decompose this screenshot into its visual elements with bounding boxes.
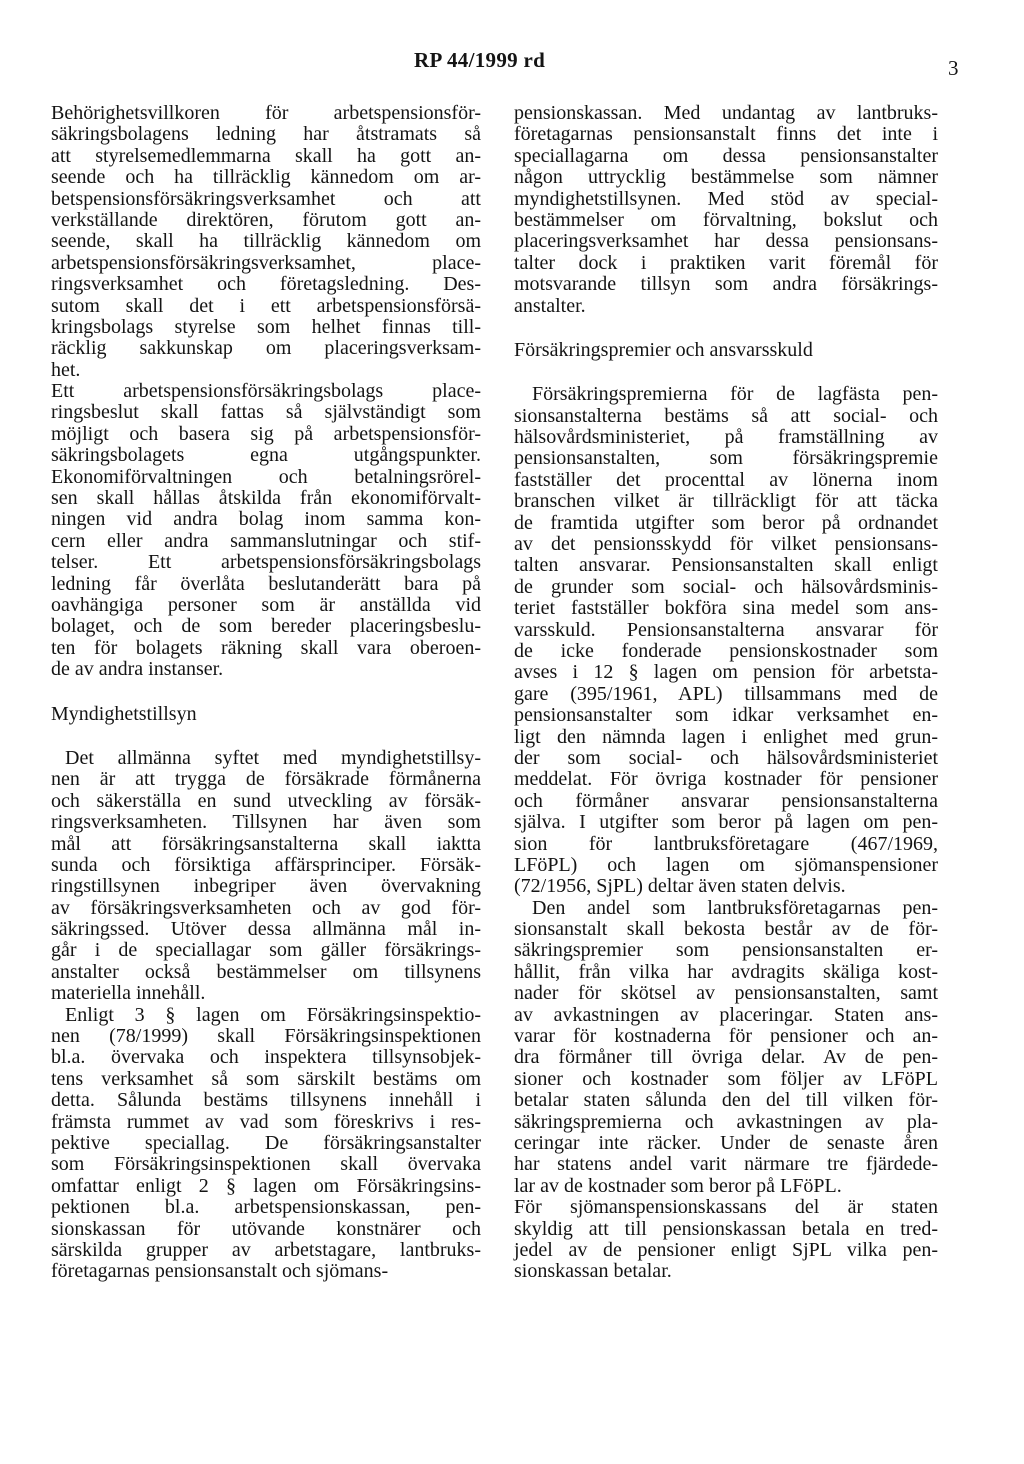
text-line: gare (395/1961, APL) tillsammans med de [514, 682, 938, 705]
text-line: av försäkringsverksamheten och av god för- [51, 896, 481, 919]
text-line: bl.a. övervaka och inspektera tillsynsobjek- [51, 1046, 481, 1069]
text-line: ningen vid andra bolag inom samma kon- [51, 508, 481, 531]
text-line: seende, skall ha tillräcklig kännedom om [51, 230, 481, 253]
text-line: sunda och försiktiga affärsprinciper. Försäk- [51, 853, 481, 876]
text-line: cern eller andra sammanslutningar och stif- [51, 529, 481, 552]
text-line: Ekonomiförvaltningen och betalningsrörel- [51, 465, 481, 488]
text-line: Det allmänna syftet med myndighetstillsy- [65, 746, 481, 769]
text-line: ringsverksamhet och företagsledning. Des- [51, 273, 481, 296]
text-line: de av andra instanser. [51, 658, 224, 681]
text-line: betspensionsförsäkringsverksamhet och att [51, 187, 481, 210]
text-line: varsskuld. Pensionsanstalterna ansvarar för [514, 618, 938, 641]
text-line: säkringspremierna och avkastningen av pla- [514, 1110, 938, 1133]
text-line: dra förmåner till övriga delar. Av de pen- [514, 1046, 938, 1069]
text-line: telser. Ett arbetspensionsförsäkringsbolags [51, 551, 481, 574]
text-line: pektionen bl.a. arbetspensionskassan, pen- [51, 1196, 481, 1219]
text-line: säkringspremier som pensionsanstalten er- [514, 939, 938, 962]
text-line: branschen vilket är tillräckligt för att täcka [514, 490, 938, 513]
text-line: att styrelsemedlemmarna skall ha gott an- [51, 144, 481, 167]
text-line: ringstillsynen inbegriper även övervakning [51, 875, 481, 898]
text-line: Ett arbetspensionsförsäkringsbolags place- [51, 380, 481, 403]
page-number: 3 [948, 56, 959, 80]
text-line: LFöPL) och lagen om sjömanspensioner [514, 853, 938, 876]
text-line: har statens andel varit närmare tre fjärdede- [514, 1153, 938, 1176]
section-heading-premiums: Försäkringspremier och ansvarsskuld [514, 338, 813, 361]
text-line: omfattar enligt 2 § lagen om Försäkringsins- [51, 1174, 481, 1197]
text-line: fastställer det procenttal av lönerna inom [514, 468, 938, 491]
text-line: meddelat. För övriga kostnader för pensioner [514, 768, 938, 791]
text-line: sionskassan för utövande konstnärer och [51, 1217, 481, 1240]
text-line: arbetspensionsförsäkringsverksamhet, place- [51, 251, 481, 274]
text-line: främsta rummet av vad som föreskrivs i res- [51, 1110, 481, 1133]
text-line: sionskassan betalar. [514, 1260, 672, 1283]
text-line: För sjömanspensionskassans del är staten [514, 1196, 938, 1219]
text-line: (72/1956, SjPL) deltar även staten delvis. [514, 875, 846, 898]
text-line: der som social- och hälsovårdsministeriet [514, 746, 938, 769]
text-line: säkringssed. Utöver dessa allmänna mål in- [51, 918, 481, 941]
text-line: lar av de kostnader som beror på LFöPL. [514, 1174, 842, 1197]
paragraph-supervision-purpose [51, 748, 481, 1005]
text-line: hälsovårdsministeriet, på framställning av [514, 426, 938, 449]
text-line: ledning får överlåta beslutanderätt bara på [51, 572, 481, 595]
text-line: själva. I utgifter som beror på lagen om pen- [514, 811, 938, 834]
text-line: sutom skall det i ett arbetspensionsförsä- [51, 294, 481, 317]
text-line: betalar staten sålunda den del till vilken för- [514, 1089, 938, 1112]
text-line: pensionsanstalten, som försäkringspremie [514, 447, 938, 470]
text-line: seende och ha tillräcklig kännedom om ar- [51, 166, 481, 189]
text-line: nader för skötsel av pensionsanstalten, samt [514, 982, 938, 1005]
text-line: av det pensionsskydd för vilket pensionsans- [514, 533, 938, 556]
section-heading-myndighetstillsyn: Myndighetstillsyn [51, 702, 197, 725]
text-line: speciallagarna om dessa pensionsanstalter [514, 144, 938, 167]
paragraph-investment-decisions [51, 381, 481, 680]
text-line: ten för bolagets räkning skall vara oberoen- [51, 636, 481, 659]
text-line: het. [51, 358, 81, 381]
text-line: pektive speciallag. De försäkringsanstalter [51, 1131, 481, 1154]
text-line: nen är att trygga de försäkrade förmånerna [51, 768, 481, 791]
text-line: de icke fonderade pensionskostnader som [514, 639, 938, 662]
text-line: ceringar inte räcker. Under de senaste åren [514, 1131, 938, 1154]
text-line: räcklig sakkunskap om placeringsverksam- [51, 337, 481, 360]
text-line: sionsanstalterna bestäms så att social- och [514, 404, 938, 427]
text-line: säkringsbolagets egna utgångspunkter. [51, 444, 481, 467]
text-line: företagarnas pensionsanstalt finns det inte i [514, 123, 938, 146]
running-head: RP 44/1999 rd [414, 48, 546, 72]
text-line: nen (78/1999) skall Försäkringsinspektionen [51, 1025, 481, 1048]
text-line: går i de speciallagar som gäller försäkrings- [51, 939, 481, 962]
text-line: hållit, från vilka har avdragits skäliga kost- [514, 960, 938, 983]
text-line: någon uttrycklig bestämmelse som nämner [514, 166, 938, 189]
text-line: oavhängiga personer som är anställda vid [51, 593, 481, 616]
text-line: verkställande direktören, förutom gott an- [51, 208, 481, 231]
paragraph-farmers-share [514, 898, 938, 1197]
text-line: tens verksamhet så som särskilt bestäms om [51, 1067, 481, 1090]
text-line: bestämmelser om förvaltning, bokslut och [514, 208, 938, 231]
text-line: de framtida utgifter som beror på ordnandet [514, 511, 938, 534]
text-line: ringsverksamheten. Tillsynen har även som [51, 811, 481, 834]
text-line: motsvarande tillsyn som andra försäkrings- [514, 273, 938, 296]
text-line: av avkastningen av placeringar. Staten ans- [514, 1003, 938, 1026]
text-line: placeringsverksamhet har dessa pensionsans- [514, 230, 938, 253]
text-line: materiella innehåll. [51, 982, 206, 1005]
text-line: företagarnas pensionsanstalt och sjömans- [51, 1260, 389, 1283]
right-column [514, 103, 938, 1283]
text-line: ringsbeslut skall fattas så självständigt som [51, 401, 481, 424]
text-line: sioner och kostnader som följer av LFöPL [514, 1067, 938, 1090]
text-line: säkringsbolagens ledning har åtstramats så [51, 123, 481, 146]
text-line: skyldig att till pensionskassan betala en tred- [514, 1217, 938, 1240]
text-line: Försäkringspremierna för de lagfästa pen- [532, 383, 938, 406]
text-line: Behörighetsvillkoren för arbetspensionsför- [51, 102, 481, 124]
left-column [51, 103, 481, 1283]
text-line: anstalter. [514, 294, 586, 317]
text-line: särskilda grupper av arbetstagare, lantbruks- [51, 1238, 481, 1261]
paragraph-board-qualifications [51, 103, 481, 381]
text-line: pensionskassan. Med undantag av lantbruks- [514, 102, 938, 124]
text-line: och säkerställa en sund utveckling av försäk- [51, 789, 481, 812]
text-line: pensionsanstalter som idkar verksamhet en- [514, 704, 938, 727]
text-line: teriet fastställer bokföra sina medel som ans- [514, 597, 938, 620]
text-line: avses i 12 § lagen om pension för arbetsta- [514, 661, 938, 684]
text-line: bolaget, och de som bereder placeringsbeslu- [51, 615, 481, 638]
text-line: de grunder som social- och hälsovårdsminis- [514, 575, 938, 598]
text-line: anstalter också bestämmelser om tillsynens [51, 960, 481, 983]
text-line: varar för kostnaderna för pensioner och an- [514, 1025, 938, 1048]
text-line: sen skall hållas åtskilda från ekonomiförvalt- [51, 487, 481, 510]
text-line: Den andel som lantbruksföretagarnas pen- [532, 896, 938, 919]
text-line: talter dock i praktiken varit föremål för [514, 251, 938, 274]
text-line: som Försäkringsinspektionen skall övervaka [51, 1153, 481, 1176]
text-line: sionsanstalt skall bekosta består av de för- [514, 918, 938, 941]
text-line: Enligt 3 § lagen om Försäkringsinspektio- [65, 1003, 481, 1026]
paragraph-seamen-fund [514, 1197, 938, 1283]
paragraph-pension-funds [514, 103, 938, 317]
paragraph-inspection-authority [51, 1005, 481, 1283]
text-line: myndighetstillsynen. Med stöd av special- [514, 187, 938, 210]
text-line: jedel av de pensioner enligt SjPL vilka pen- [514, 1238, 938, 1261]
text-line: ligt den nämnda lagen i enlighet med grun- [514, 725, 938, 748]
text-line: mål att försäkringsanstalterna skall iaktta [51, 832, 481, 855]
text-line: sion för lantbruksföretagare (467/1969, [514, 832, 938, 855]
text-line: möjligt och basera sig på arbetspensionsför- [51, 422, 481, 445]
text-line: detta. Sålunda bestäms tillsynens innehåll i [51, 1089, 481, 1112]
text-line: kringsbolags styrelse som helhet finnas till- [51, 315, 481, 338]
paragraph-premiums [514, 384, 938, 897]
text-line: och förmåner ansvarar pensionsanstalterna [514, 789, 938, 812]
page-header [0, 48, 1024, 78]
text-line: talten ansvarar. Pensionsanstalten skall enligt [514, 554, 938, 577]
